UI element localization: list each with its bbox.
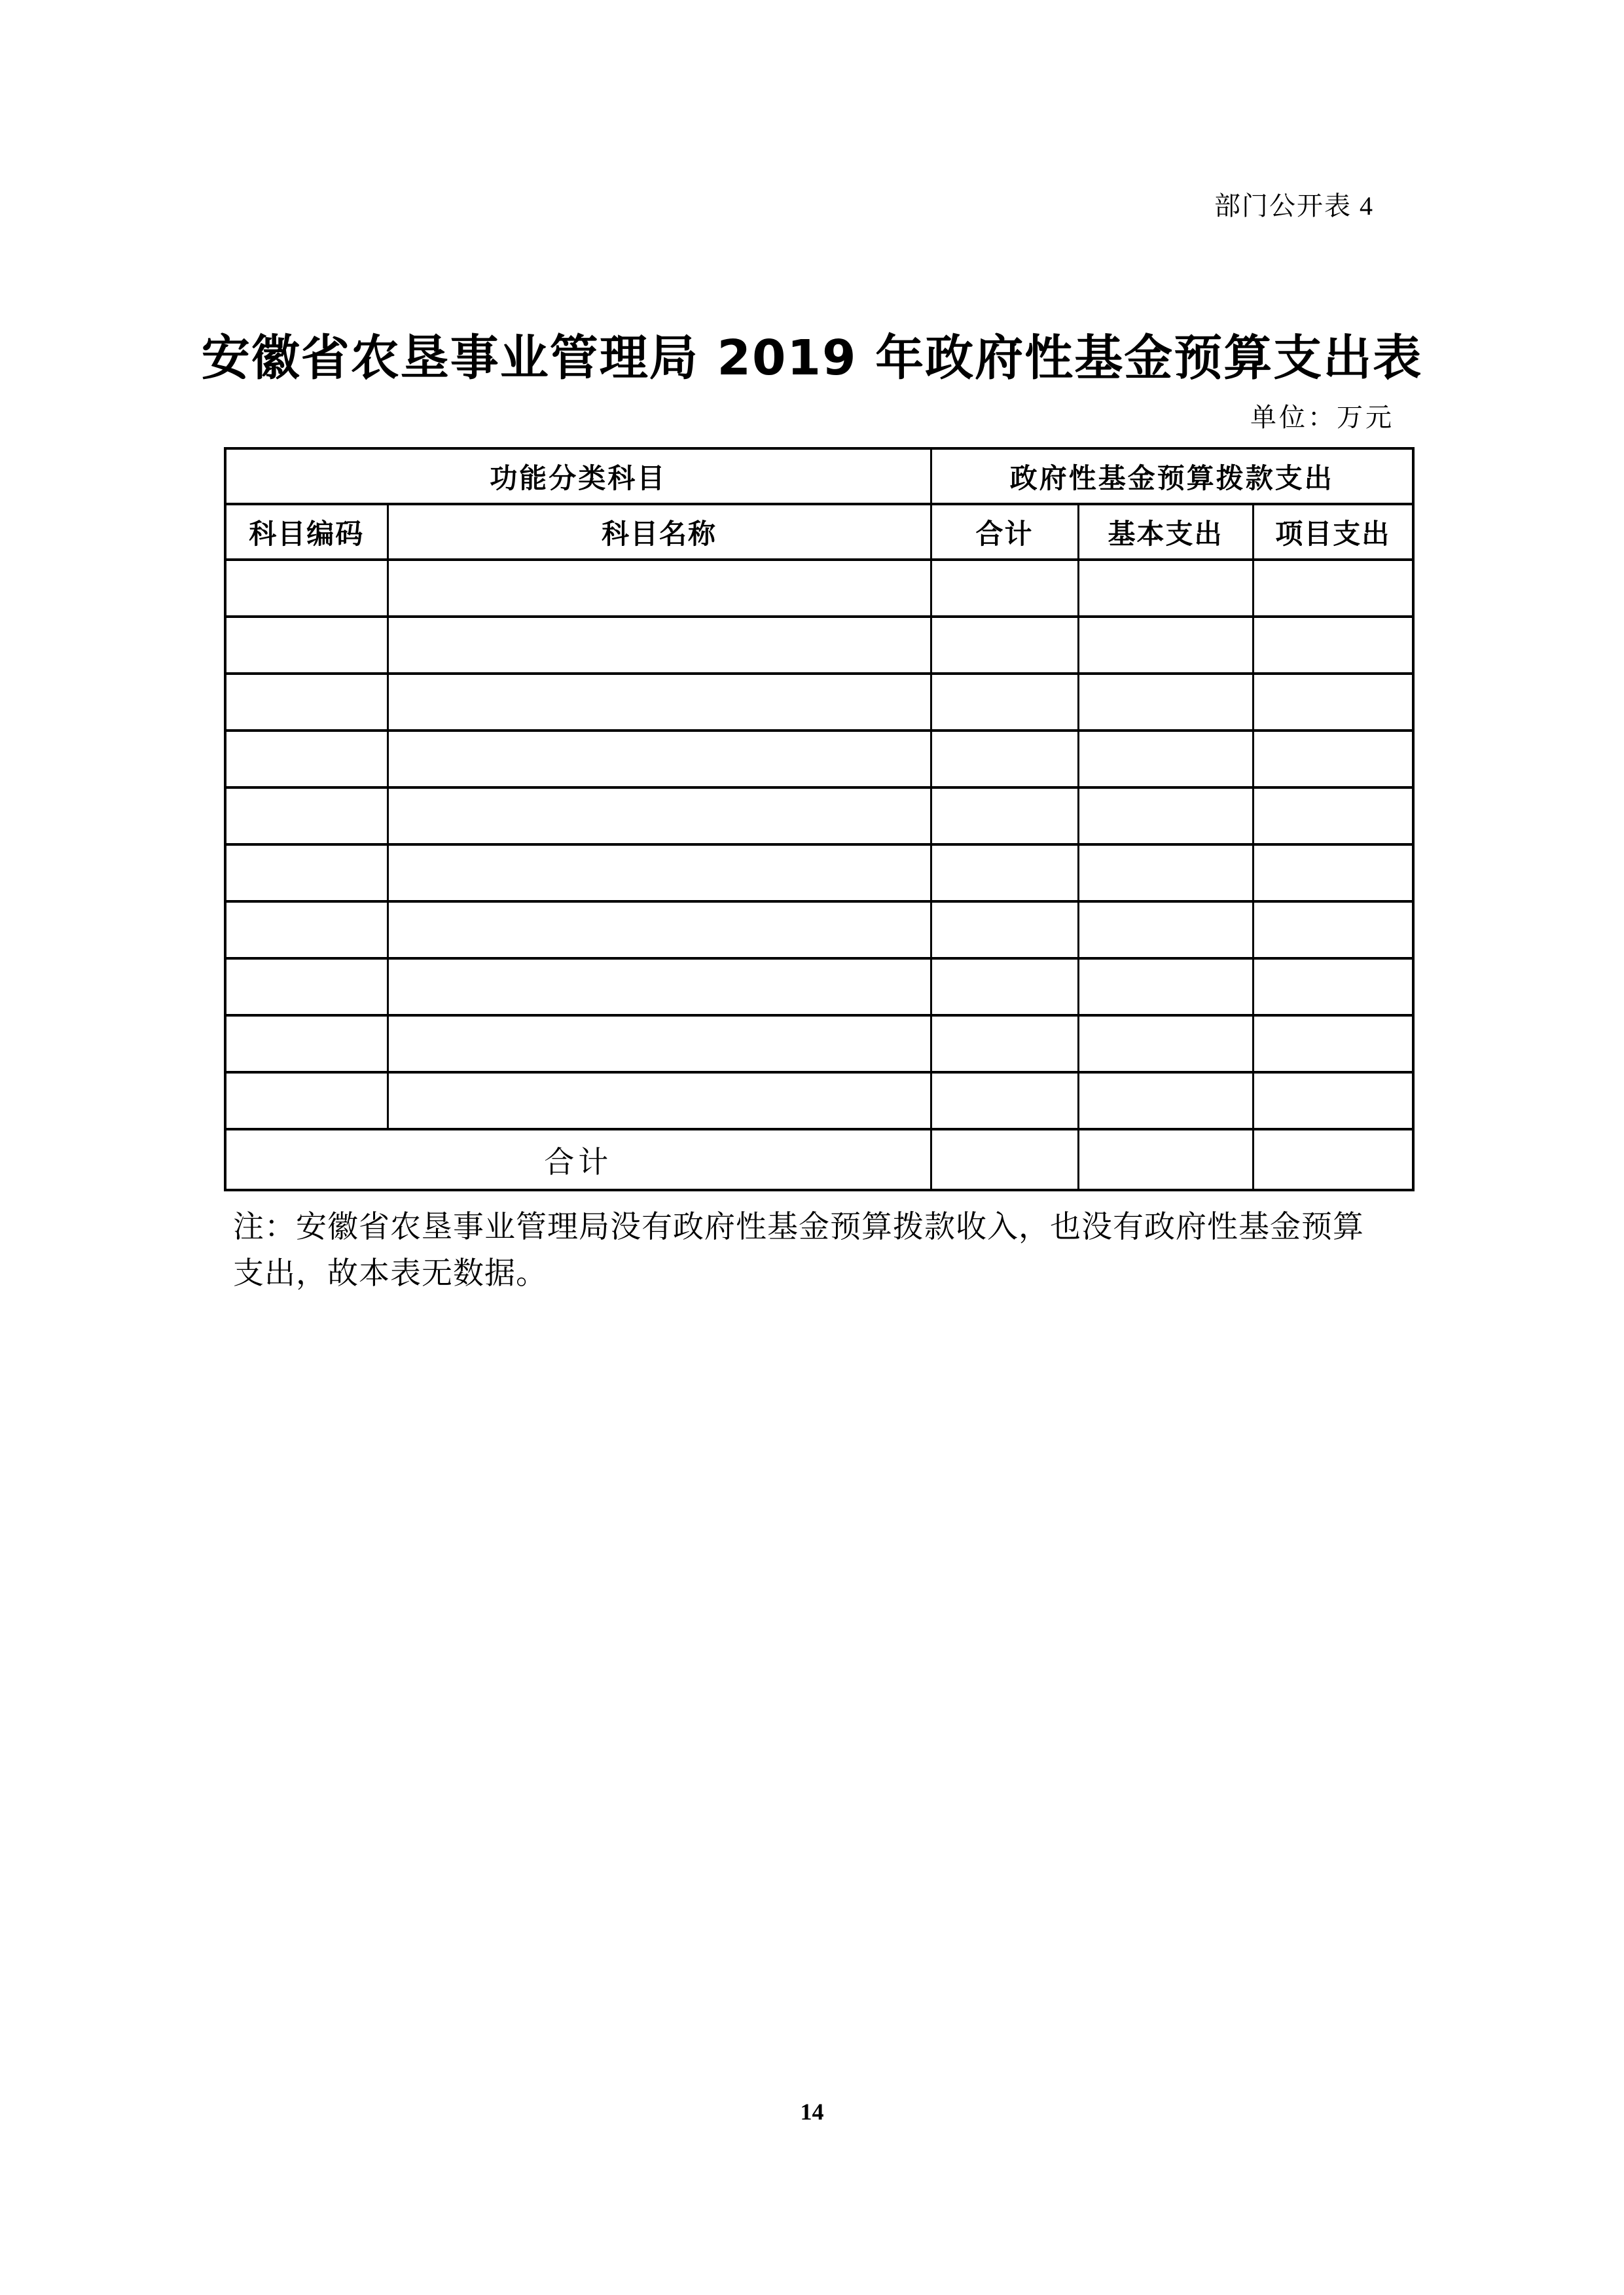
header-group-fund-budget-expenditure: 政府性基金预算拨款支出 [931,448,1413,504]
empty-cell [388,787,931,844]
empty-cell [931,731,1078,787]
empty-cell [1253,901,1413,958]
empty-row [225,1072,1413,1129]
empty-cell [931,1015,1078,1072]
empty-cell [1078,1015,1253,1072]
col-header-project-expenditure: 项目支出 [1253,504,1413,560]
empty-row [225,617,1413,674]
empty-row [225,1015,1413,1072]
empty-cell [931,1072,1078,1129]
empty-cell [1253,617,1413,674]
empty-cell [1078,1072,1253,1129]
empty-cell [1253,560,1413,617]
empty-cell [1078,844,1253,901]
empty-cell [1078,901,1253,958]
empty-row [225,844,1413,901]
empty-cell [225,1072,388,1129]
empty-row [225,958,1413,1015]
doc-corner-label: 部门公开表 4 [1214,191,1374,221]
col-header-basic-expenditure: 基本支出 [1078,504,1253,560]
empty-cell [931,617,1078,674]
empty-cell [388,1015,931,1072]
table-header-group-row [225,448,1413,504]
empty-row [225,731,1413,787]
empty-cell [225,674,388,731]
empty-cell [931,674,1078,731]
empty-cell [225,958,388,1015]
empty-cell [225,560,388,617]
unit-label: 单位：万元 [1250,403,1394,432]
footnote-line-1: 注：安徽省农垦事业管理局没有政府性基金预算拨款收入，也没有政府性基金预算 [233,1210,1364,1244]
empty-cell [1253,1015,1413,1072]
empty-cell [1253,958,1413,1015]
empty-cell [1078,958,1253,1015]
total-row-label-cell: 合计 [225,1129,931,1190]
empty-cell [1078,560,1253,617]
empty-row [225,787,1413,844]
empty-cell [1078,787,1253,844]
empty-cell [225,731,388,787]
empty-cell [931,787,1078,844]
col-header-subject-name: 科目名称 [388,504,931,560]
empty-cell [1253,1072,1413,1129]
budget-table [224,447,1415,1191]
empty-cell [388,958,931,1015]
empty-cell [1253,674,1413,731]
empty-cell [225,844,388,901]
header-group-functional-classification: 功能分类科目 [225,448,931,504]
footnote-line-2: 支出，故本表无数据。 [233,1257,547,1291]
total-row-basic-cell [1078,1129,1253,1190]
table-column-header-row [225,504,1413,560]
total-row [225,1129,1413,1190]
empty-cell [388,617,931,674]
empty-cell [931,901,1078,958]
col-header-total: 合计 [931,504,1078,560]
footnote [233,1204,1421,1297]
empty-cell [931,844,1078,901]
empty-cell [1078,674,1253,731]
page-number: 14 [800,2099,824,2125]
empty-cell [1078,731,1253,787]
col-header-subject-code: 科目编码 [225,504,388,560]
empty-cell [388,1072,931,1129]
empty-cell [1253,844,1413,901]
page-title: 安徽省农垦事业管理局 2019 年政府性基金预算支出表 [201,330,1423,386]
total-row-total-cell [931,1129,1078,1190]
empty-row [225,674,1413,731]
empty-cell [388,731,931,787]
empty-cell [388,901,931,958]
empty-cell [1253,787,1413,844]
empty-cell [1078,617,1253,674]
empty-cell [931,958,1078,1015]
empty-cell [1253,731,1413,787]
empty-row [225,560,1413,617]
empty-cell [225,1015,388,1072]
empty-cell [388,844,931,901]
empty-cell [225,617,388,674]
empty-cell [225,901,388,958]
total-row-project-cell [1253,1129,1413,1190]
empty-cell [931,560,1078,617]
table-body [225,560,1413,1129]
empty-cell [388,674,931,731]
empty-cell [225,787,388,844]
empty-cell [388,560,931,617]
empty-row [225,901,1413,958]
